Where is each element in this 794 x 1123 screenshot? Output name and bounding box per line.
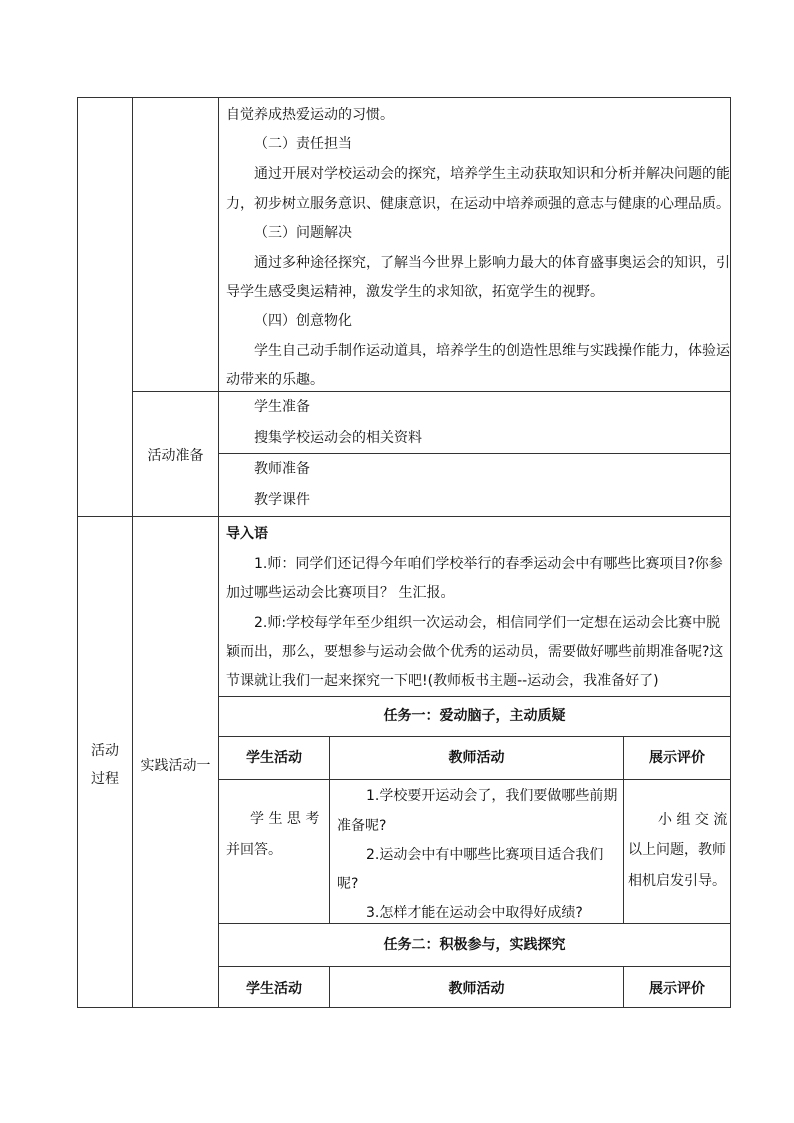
goal-text-line: 通过开展对学校运动会的探究，培养学生主动获取知识和分析并解决问题的能 [254,166,730,182]
goal-text-line: 力，初步树立服务意识、健康意识，在运动中培养顽强的意志与健康的心理品质。 [226,196,730,212]
teacher-prep-title: 教师准备 [254,461,310,477]
goal-text-line: 通过多种途径探究，了解当今世界上影响力最大的体育盛事奥运会的知识，引 [254,255,730,271]
col-divider-1 [132,97,133,1008]
heading-problem-solving: （三）问题解决 [254,225,352,241]
task1-title: 任务一：爱动脑子，主动质疑 [383,708,566,724]
goal-text-line: 导学生感受奥运精神，激发学生的求知欲，拓宽学生的视野。 [226,284,604,300]
process-label-line2: 过程 [91,771,119,787]
col-header-eval: 展示评价 [649,981,705,997]
prep-label: 活动准备 [147,448,204,464]
col-header-teacher: 教师活动 [448,750,505,766]
row-divider-prep-mid [218,453,731,454]
col-divider-2 [218,97,219,1008]
teacher-question-line: 准备呢? [337,818,387,834]
teacher-prep-item: 教学课件 [254,492,310,508]
heading-creative: （四）创意物化 [254,313,352,329]
row-divider-task1-header [218,736,731,737]
teacher-question-line: 3.怎样才能在运动会中取得好成绩? [366,905,583,921]
row-divider-task1 [218,696,731,697]
student-prep-title: 学生准备 [254,399,310,415]
activity-label: 实践活动一 [140,758,211,774]
row-divider-prep [132,391,731,392]
col-header-student: 学生活动 [246,750,302,766]
eval-text-line: 相机启发引导。 [628,873,726,889]
intro-text-line: 2.师:学校每学年至少组织一次运动会，相信同学们一定想在运动会比赛中脱 [254,615,721,631]
intro-text-line: 节课就让我们一起来探究一下吧!(教师板书主题--运动会，我准备好了) [226,673,659,689]
eval-text-line: 以上问题，教师 [628,842,726,858]
col-header-eval: 展示评价 [649,750,705,766]
table-border-top [77,97,731,98]
goal-text-line: 自觉养成热爱运动的习惯。 [226,107,394,123]
row-divider-task2-header [218,966,731,967]
task2-title: 任务二：积极参与，实践探究 [383,937,566,953]
intro-text-line: 加过哪些运动会比赛项目？ 生汇报。 [226,585,455,601]
row-divider-task1-body [218,779,731,780]
teacher-question-line: 2.运动会中有中哪些比赛项目适合我们 [366,847,604,863]
intro-title: 导入语 [226,526,268,542]
eval-text-line: 小 组 交 流 [658,812,728,828]
teacher-question-line: 呢? [337,876,359,892]
row-divider-task2 [218,923,731,924]
col-header-teacher: 教师活动 [448,981,505,997]
goal-text-line: 学生自己动手制作运动道具，培养学生的创造性思维与实践操作能力，体验运 [254,343,730,359]
table-border-right [730,97,731,1008]
intro-text-line: 颖而出，那么，要想参与运动会做个优秀的运动员，需要做好哪些前期准备呢?这 [226,644,724,660]
intro-text-line: 1.师：同学们还记得今年咱们学校举行的春季运动会中有哪些比赛项目?你参 [254,556,723,572]
process-label-line1: 活动 [91,743,119,759]
student-activity-line: 并回答。 [226,842,282,858]
heading-responsibility: （二）责任担当 [254,136,352,152]
teacher-question-line: 1.学校要开运动会了，我们要做哪些前期 [366,788,618,804]
student-activity-line: 学 生 思 考 [250,811,320,827]
table-border-left [77,97,78,1008]
goal-text-line: 动带来的乐趣。 [226,372,324,388]
table-border-bottom [77,1007,731,1008]
row-divider-process [77,516,731,517]
student-prep-item: 搜集学校运动会的相关资料 [254,430,422,446]
col-header-student: 学生活动 [246,981,302,997]
